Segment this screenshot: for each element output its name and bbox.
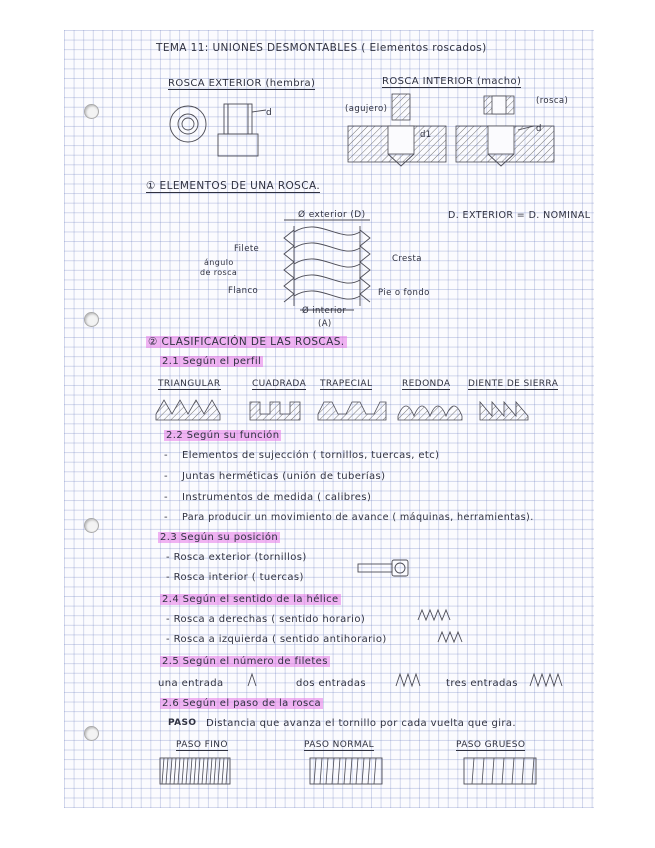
pitch-line xyxy=(356,758,358,784)
perfil-trapecial: TRAPECIAL xyxy=(320,379,373,389)
binder-hole xyxy=(84,104,99,119)
pitch-line xyxy=(194,758,196,784)
section-2-title: ② CLASIFICACIÓN DE LAS ROSCAS. xyxy=(148,336,345,348)
binder-hole xyxy=(84,726,99,741)
pitch-line xyxy=(162,758,164,784)
pitch-line xyxy=(344,758,346,784)
s21-title: 2.1 Según el perfil xyxy=(162,356,262,367)
entrada-una: una entrada xyxy=(158,678,224,689)
nominal-note: D. EXTERIOR = D. NOMINAL xyxy=(448,210,591,221)
s23-title: 2.3 Según su posición xyxy=(160,532,279,543)
pitch-line xyxy=(186,758,188,784)
pitch-line xyxy=(472,758,474,784)
pitch-line xyxy=(226,758,228,784)
s26-text: 2.6 Según el paso de la rosca xyxy=(162,698,322,709)
pie-label: Pie o fondo xyxy=(378,288,430,298)
cresta-label: Cresta xyxy=(392,254,422,264)
paso-label: PASO xyxy=(168,718,197,728)
pitch-line xyxy=(166,758,168,784)
dim-d1-label: d1 xyxy=(420,130,432,140)
paso-sketches xyxy=(158,756,578,790)
s24-text: 2.4 Según el sentido de la hélice xyxy=(162,594,339,605)
pitch-line xyxy=(368,758,370,784)
bullet: - xyxy=(164,512,169,523)
pitch-line xyxy=(374,758,376,784)
angulo-label: ángulo xyxy=(204,258,234,267)
pitch-line xyxy=(492,758,494,784)
perfil-redonda: REDONDA xyxy=(402,379,451,389)
sentido-item: - Rosca a izquierda ( sentido antihorario) xyxy=(166,634,387,645)
flanco-label: Flanco xyxy=(228,286,259,296)
funcion-item: Juntas herméticas (unión de tuberías) xyxy=(182,471,386,482)
interior-a-label: (A) xyxy=(318,319,332,329)
posicion-item: - Rosca exterior (tornillos) xyxy=(166,552,307,563)
pitch-line xyxy=(482,758,484,784)
helix-sketch xyxy=(414,608,474,652)
funcion-item: Instrumentos de medida ( calibres) xyxy=(182,492,372,503)
de-rosca-label: de rosca xyxy=(200,268,238,277)
pitch-line xyxy=(170,758,172,784)
s25-title xyxy=(160,656,330,667)
pitch-line xyxy=(178,758,180,784)
section-1-title: ① ELEMENTOS DE UNA ROSCA. xyxy=(146,180,321,192)
s24-title xyxy=(160,594,341,605)
diametro-exterior-label: Ø exterior (D) xyxy=(298,210,366,220)
rosca-label: (rosca) xyxy=(536,96,569,106)
pitch-line xyxy=(182,758,184,784)
s26-title xyxy=(160,698,323,709)
pitch-line xyxy=(332,758,334,784)
rosca-interior-heading: ROSCA INTERIOR (macho) xyxy=(382,76,522,87)
pitch-line xyxy=(532,758,534,784)
pitch-line xyxy=(222,758,224,784)
bullet: - xyxy=(164,492,169,503)
funcion-item: Para producir un movimiento de avance ( máquinas, herramientas). xyxy=(182,512,534,523)
pitch-line xyxy=(320,758,322,784)
page-title: TEMA 11: UNIONES DESMONTABLES ( Elementos roscados) xyxy=(156,42,487,54)
bolt-nut-sketch xyxy=(356,558,416,578)
thread-elements-diagram xyxy=(270,206,390,316)
pitch-line xyxy=(522,758,524,784)
entrada-tres: tres entradas xyxy=(446,678,518,689)
perfil-cuadrada: CUADRADA xyxy=(252,379,307,389)
pitch-line xyxy=(206,758,208,784)
pitch-line xyxy=(202,758,204,784)
s22-title: 2.2 Según su función xyxy=(166,430,280,441)
pitch-line xyxy=(314,758,316,784)
bullet: - xyxy=(164,450,169,461)
pitch-line xyxy=(214,758,216,784)
posicion-item: - Rosca interior ( tuercas) xyxy=(166,572,304,583)
pitch-line xyxy=(326,758,328,784)
dim-d-label: d xyxy=(266,108,273,118)
s25-text: 2.5 Según el número de filetes xyxy=(162,656,328,667)
filete-label: Filete xyxy=(234,244,260,254)
pitch-line xyxy=(210,758,212,784)
perfil-diente-sierra: DIENTE DE SIERRA xyxy=(468,379,559,389)
entradas-sketch xyxy=(246,670,586,690)
sentido-item: - Rosca a derechas ( sentido horario) xyxy=(166,614,366,625)
funcion-item: Elementos de sujección ( tornillos, tuercas, etc) xyxy=(182,450,440,461)
pitch-line xyxy=(338,758,340,784)
perfil-triangular: TRIANGULAR xyxy=(158,379,221,389)
entrada-dos: dos entradas xyxy=(296,678,366,689)
pitch-line xyxy=(190,758,192,784)
pitch-line xyxy=(350,758,352,784)
pitch-line xyxy=(502,758,504,784)
agujero-label: (agujero) xyxy=(345,104,388,114)
dim-d2-label: d xyxy=(536,124,542,134)
thread-profiles-sketch xyxy=(154,394,574,424)
rosca-exterior-heading: ROSCA EXTERIOR (hembra) xyxy=(168,78,316,89)
binder-hole xyxy=(84,518,99,533)
diametro-interior-label: Ø interior xyxy=(302,306,347,316)
pitch-line xyxy=(198,758,200,784)
paso-fino: PASO FINO xyxy=(176,740,228,750)
pitch-line xyxy=(174,758,176,784)
paso-grueso: PASO GRUESO xyxy=(456,740,526,750)
bullet: - xyxy=(164,471,169,482)
pitch-line xyxy=(218,758,220,784)
paso-definicion: Distancia que avanza el tornillo por cada vuelta que gira. xyxy=(206,718,517,729)
binder-hole xyxy=(84,312,99,327)
pitch-line xyxy=(512,758,514,784)
pitch-line xyxy=(362,758,364,784)
paso-normal: PASO NORMAL xyxy=(304,740,375,750)
